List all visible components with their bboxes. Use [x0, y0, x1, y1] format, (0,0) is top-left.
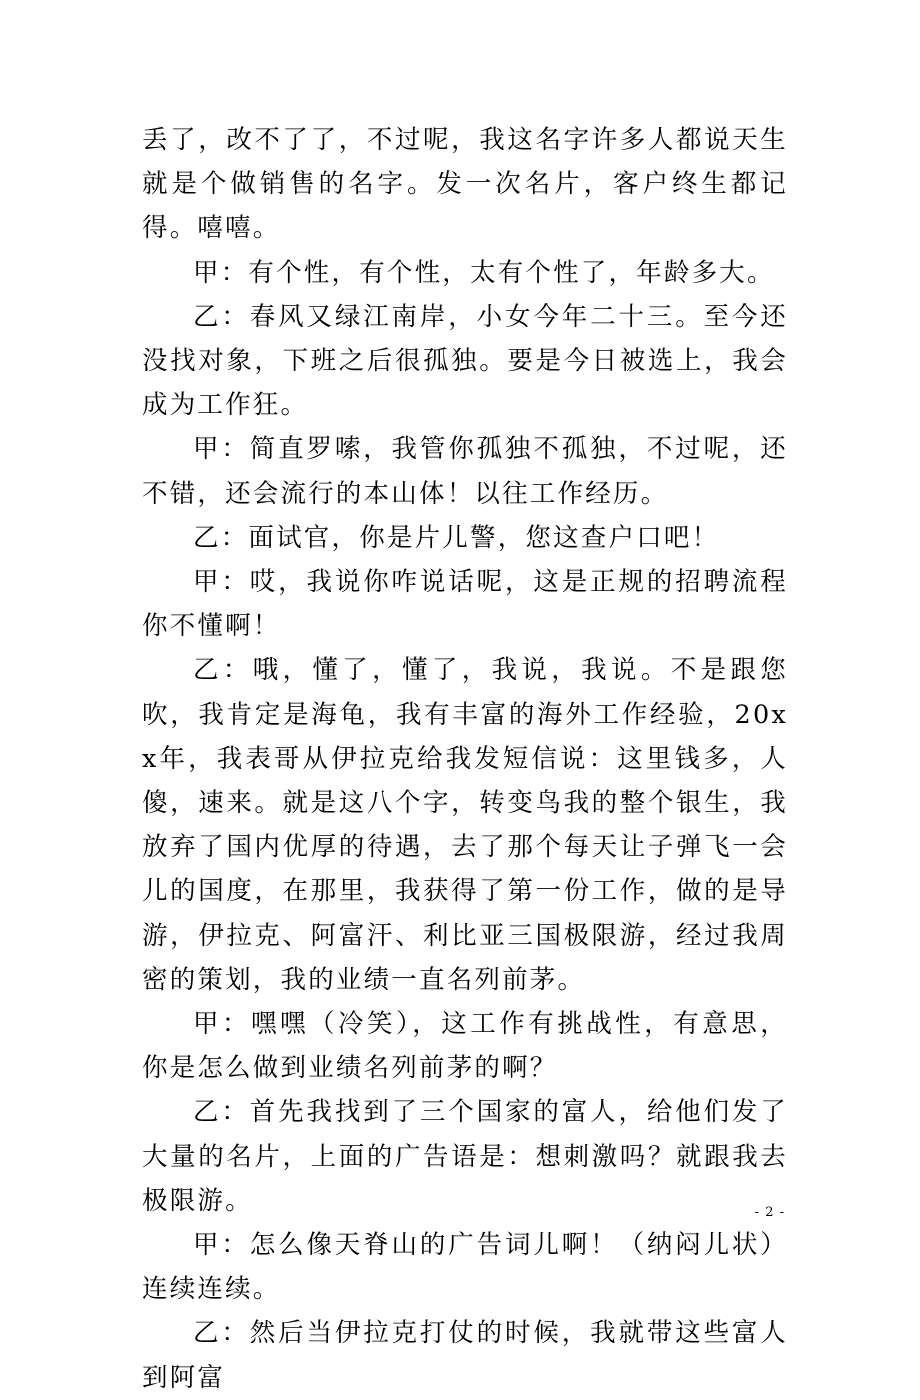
paragraph: 甲：哎，我说你咋说话呢，这是正规的招聘流程你不懂啊！: [142, 567, 788, 642]
paragraph: 乙：哦，懂了，懂了，我说，我说。不是跟您吹，我肯定是海龟，我有丰富的海外工作经验，20xx年，我表哥从伊拉克给我发短信说：这里钱多，人傻，速来。就是这八个字，转变鸟我的整个银生，我放弃了国内优厚的待遇，去了那个每天让子弹飞一会儿的国度，在那里，我获得了第一份工作，做的是导游，伊拉克、阿富汗、利比亚三国极限游，经过我周密的策划，我的业绩一直名列前茅。: [142, 655, 788, 995]
paragraph-continuation: 丢了，改不了了，不过呢，我这名字许多人都说天生就是个做销售的名字。发一次名片，客户终生都记得。嘻嘻。: [142, 125, 788, 244]
paragraph: 甲：怎么像天脊山的广告词儿啊！（纳闷儿状）连续连续。: [142, 1230, 788, 1305]
paragraph: 甲：简直罗嗦，我管你孤独不孤独，不过呢，还不错，还会流行的本山体！以往工作经历。: [142, 434, 788, 509]
paragraph: 乙：首先我找到了三个国家的富人，给他们发了大量的名片，上面的广告语是：想刺激吗？就跟我去极限游。: [142, 1097, 788, 1216]
page-number: - 2 -: [754, 1205, 785, 1220]
paragraph: 乙：然后当伊拉克打仗的时候，我就带这些富人到阿富: [142, 1318, 788, 1393]
paragraph: 乙：面试官，你是片儿警，您这查户口吧！: [193, 522, 720, 553]
body-text: [142, 118, 788, 1400]
paragraph: 乙：春风又绿江南岸，小女今年二十三。至今还没找对象，下班之后很孤独。要是今日被选上，我会成为工作狂。: [142, 301, 788, 421]
paragraph: 甲：有个性，有个性，太有个性了，年龄多大。: [193, 257, 775, 288]
paragraph: 甲：嘿嘿（冷笑），这工作有挑战性，有意思，你是怎么做到业绩名列前茅的啊？: [142, 1009, 788, 1084]
